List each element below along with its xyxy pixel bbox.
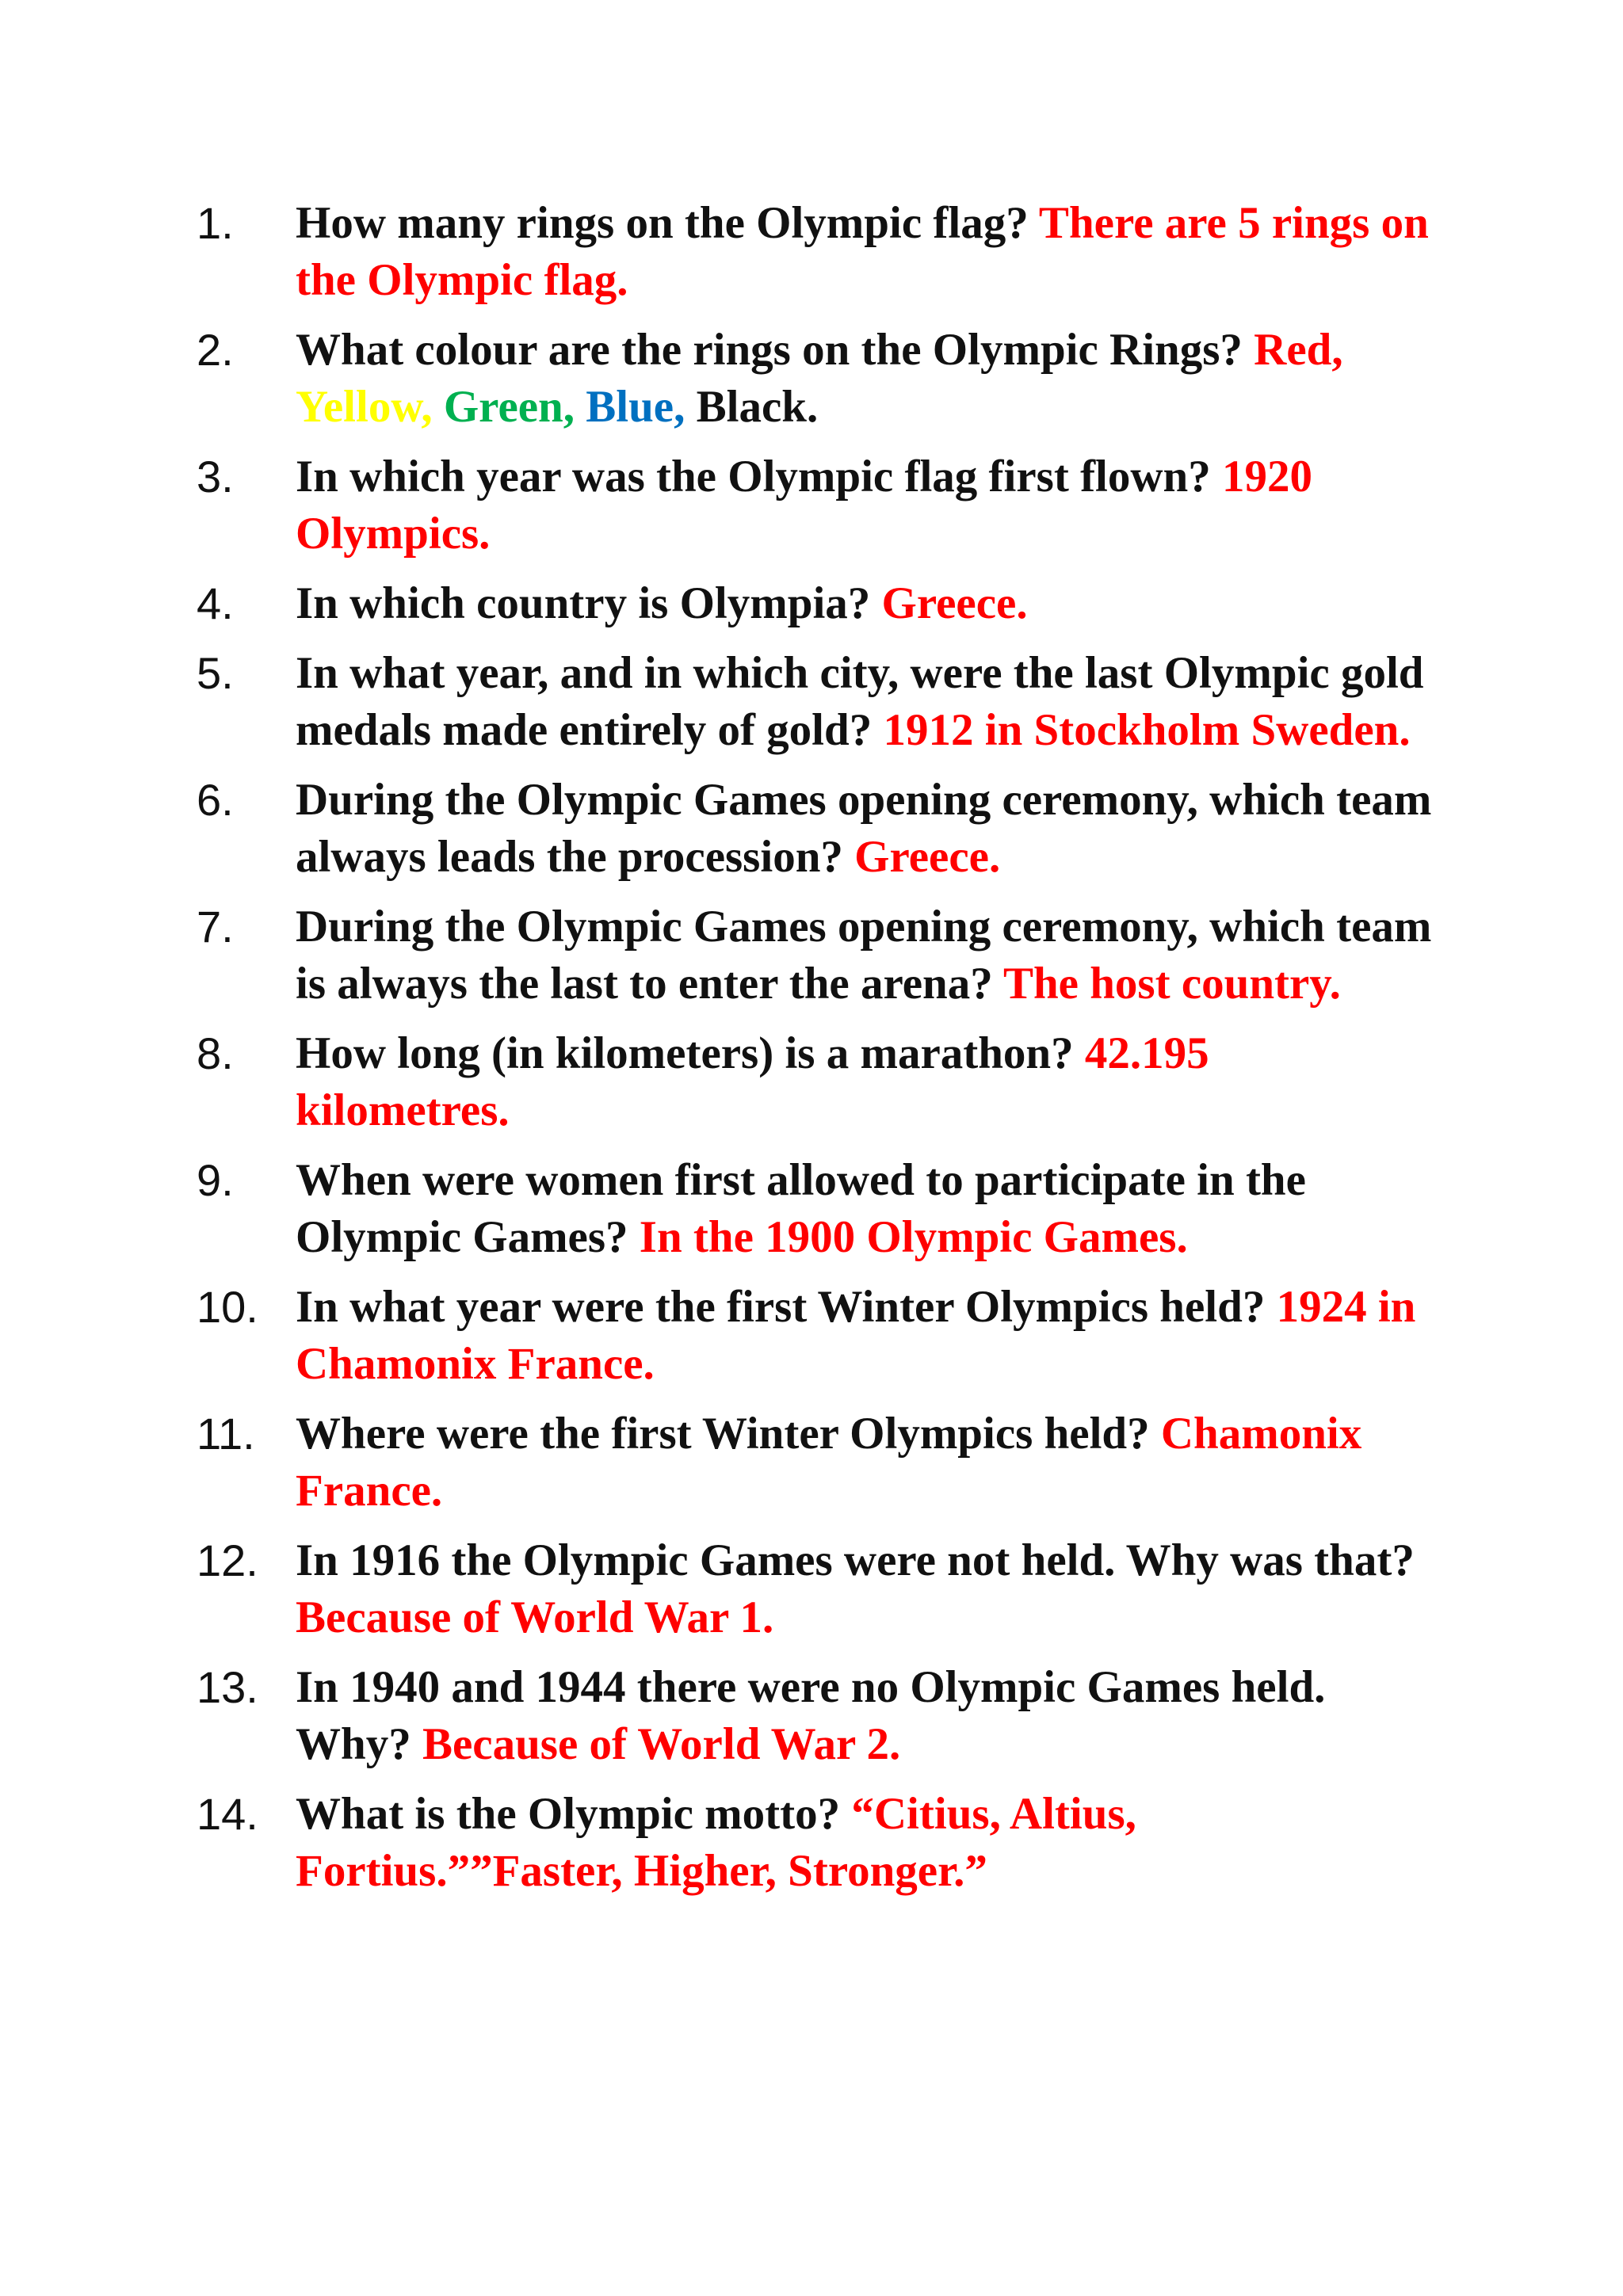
quiz-item	[197, 575, 1433, 632]
answer: In the 1900 Olympic Games.	[639, 1212, 1188, 1262]
quiz-item	[197, 1405, 1433, 1520]
question: What colour are the rings on the Olympic Rings?	[296, 325, 1254, 375]
question: In 1940 and 1944 there were no Olympic Games held. Why?	[296, 1662, 1326, 1769]
item-number: 3.	[197, 452, 234, 502]
quiz-item	[197, 1786, 1433, 1900]
item-number: 8.	[197, 1028, 234, 1078]
quiz-item	[197, 448, 1433, 563]
item-number: 10.	[197, 1282, 258, 1332]
quiz-item	[197, 645, 1433, 759]
item-text	[296, 1786, 1433, 1900]
answer: Because of World War 2.	[422, 1719, 901, 1769]
answer: Green,	[443, 382, 586, 432]
item-number: 4.	[197, 578, 234, 628]
quiz-item	[197, 1152, 1433, 1266]
answer: 1920 Olympics.	[296, 452, 1313, 559]
answer: Yellow,	[296, 382, 444, 432]
answer: Greece.	[881, 578, 1028, 628]
quiz-item	[197, 195, 1433, 309]
item-text	[296, 772, 1433, 886]
question: How long (in kilometers) is a marathon?	[296, 1028, 1085, 1078]
answer: 42.195 kilometres.	[296, 1028, 1209, 1135]
answer: 1924 in Chamonix France.	[296, 1282, 1416, 1389]
item-text	[296, 1405, 1433, 1520]
item-number: 14.	[197, 1789, 258, 1839]
item-text	[296, 645, 1433, 759]
quiz-item	[197, 1659, 1433, 1773]
quiz-item	[197, 322, 1433, 436]
item-number: 1.	[197, 198, 234, 248]
item-number: 6.	[197, 775, 234, 825]
answer: Greece.	[854, 832, 1001, 882]
item-text	[296, 1025, 1433, 1139]
question: How many rings on the Olympic flag?	[296, 198, 1039, 248]
question: When were women first allowed to participate in the Olympic Games?	[296, 1155, 1306, 1262]
item-text	[296, 1532, 1433, 1646]
item-text	[296, 898, 1433, 1013]
question: In what year, and in which city, were the last Olympic gold medals made entirely of gold?	[296, 648, 1424, 755]
question: In which country is Olympia?	[296, 578, 882, 628]
item-text	[296, 1152, 1433, 1266]
question: In 1916 the Olympic Games were not held. Why was that?	[296, 1535, 1415, 1585]
item-text	[296, 575, 1433, 632]
answer: Blue,	[586, 382, 697, 432]
quiz-item	[197, 1279, 1433, 1393]
question: In what year were the first Winter Olympics held?	[296, 1282, 1277, 1332]
quiz-item	[197, 772, 1433, 886]
item-number: 2.	[197, 325, 234, 375]
item-number: 5.	[197, 648, 234, 698]
question: During the Olympic Games opening ceremony, which team is always the last to enter the arena?	[296, 902, 1432, 1009]
item-text	[296, 1659, 1433, 1773]
quiz-item	[197, 1025, 1433, 1139]
item-text	[296, 322, 1433, 436]
item-text	[296, 195, 1433, 309]
answer: “Citius, Altius, Fortius.””Faster, Higher, Stronger.”	[296, 1789, 1136, 1896]
item-number: 12.	[197, 1535, 258, 1585]
answer: Because of World War 1.	[296, 1592, 774, 1642]
quiz-list	[197, 195, 1433, 1913]
answer: Red,	[1254, 325, 1343, 375]
answer: There are 5 rings on the Olympic flag.	[296, 198, 1429, 305]
answer: 1912 in Stockholm Sweden.	[883, 705, 1411, 755]
question: In which year was the Olympic flag first flown?	[296, 452, 1223, 502]
answer: Chamonix France.	[296, 1409, 1362, 1516]
question: During the Olympic Games opening ceremony, which team always leads the procession?	[296, 775, 1432, 882]
item-number: 13.	[197, 1662, 258, 1712]
item-number: 9.	[197, 1155, 234, 1205]
item-number: 11.	[197, 1409, 255, 1459]
answer: The host country.	[1002, 959, 1341, 1009]
item-text	[296, 448, 1433, 563]
answer: Black.	[696, 382, 819, 432]
item-text	[296, 1279, 1433, 1393]
question: What is the Olympic motto?	[296, 1789, 852, 1839]
quiz-item	[197, 1532, 1433, 1646]
quiz-item	[197, 898, 1433, 1013]
item-number: 7.	[197, 902, 234, 952]
question: Where were the first Winter Olympics held?	[296, 1409, 1161, 1459]
